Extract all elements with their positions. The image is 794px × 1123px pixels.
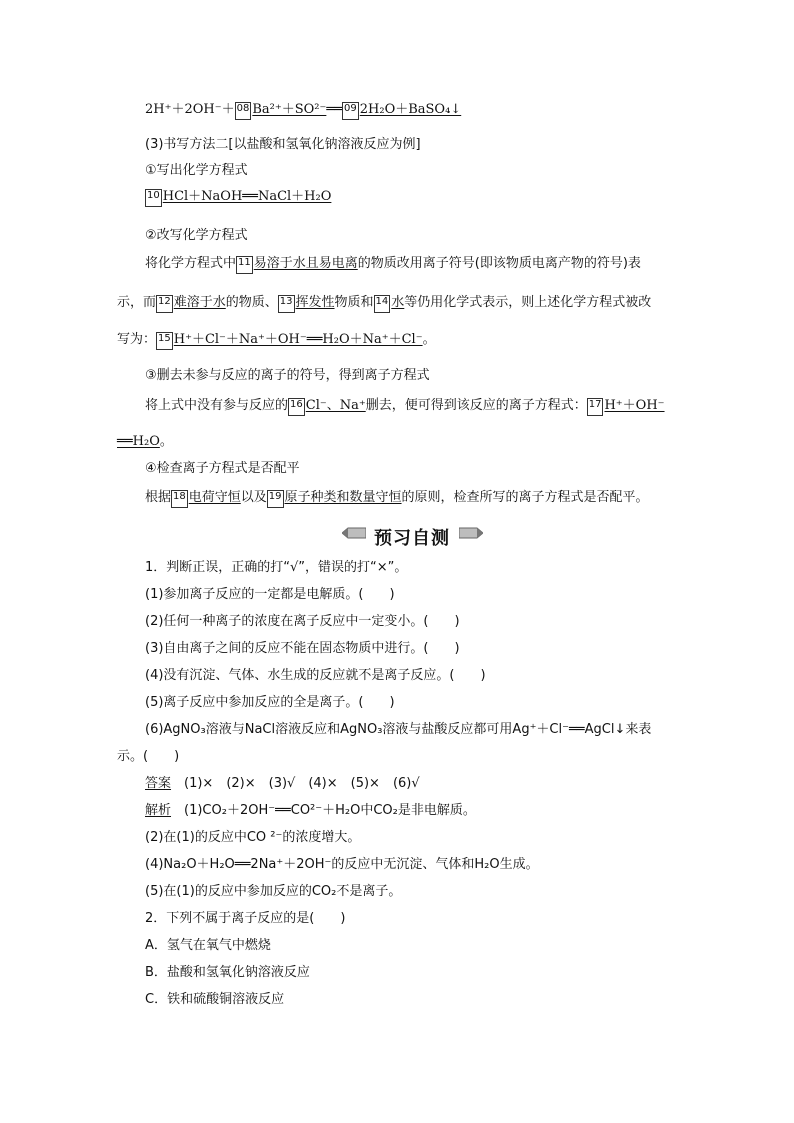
answer-text: 原子种类和数量守恒 bbox=[284, 490, 402, 505]
text-line bbox=[145, 829, 360, 847]
blank-number: 16 bbox=[288, 398, 305, 416]
blank-number: 17 bbox=[587, 398, 604, 416]
body-text: (4)Na₂O＋H₂O══2Na⁺＋2OH⁻的反应中无沉淀、气体和H₂O生成。 bbox=[145, 857, 539, 872]
body-text: (2)在(1)的反应中CO ²⁻的浓度增大。 bbox=[145, 830, 361, 845]
body-text: 的物质、 bbox=[225, 295, 278, 310]
pencil-icon bbox=[342, 527, 366, 539]
text-line bbox=[145, 937, 271, 955]
text-line bbox=[145, 136, 421, 154]
body-text: (3)书写方法二[以盐酸和氢氧化钠溶液反应为例] bbox=[145, 137, 421, 152]
answer-text: 2H₂O＋BaSO₄↓ bbox=[359, 102, 462, 117]
answer-text: 解析 bbox=[145, 803, 172, 818]
text-line bbox=[145, 101, 461, 120]
text-line bbox=[145, 721, 651, 739]
text-line bbox=[145, 255, 641, 274]
body-text: ②改写化学方程式 bbox=[145, 228, 248, 243]
text-line bbox=[145, 964, 310, 982]
text-line bbox=[117, 294, 651, 313]
body-text: 示，而 bbox=[117, 295, 157, 310]
text-line bbox=[145, 883, 401, 901]
text-line bbox=[145, 991, 284, 1009]
blank-number: 08 bbox=[235, 102, 252, 120]
text-line bbox=[145, 489, 649, 508]
text-line bbox=[145, 613, 460, 631]
body-text: 1．判断正误，正确的打“√”，错误的打“×”。 bbox=[145, 560, 408, 575]
blank-number: 13 bbox=[278, 295, 295, 313]
body-text: 示。( ) bbox=[117, 749, 180, 764]
blank-number: 10 bbox=[145, 189, 162, 207]
text-line bbox=[145, 856, 539, 874]
answer-text: 挥发性 bbox=[295, 295, 335, 310]
text-line bbox=[145, 694, 395, 712]
text-line bbox=[145, 559, 407, 577]
body-text: 根据 bbox=[145, 490, 172, 505]
text-line bbox=[145, 586, 395, 604]
text-line bbox=[145, 460, 300, 478]
answer-text: 答案 bbox=[145, 776, 172, 791]
answer-text: 电荷守恒 bbox=[188, 490, 241, 505]
body-text: B．盐酸和氢氧化钠溶液反应 bbox=[145, 965, 310, 980]
body-text: 以及 bbox=[240, 490, 267, 505]
blank-number: 14 bbox=[374, 295, 391, 313]
body-text: 删去，便可得到该反应的离子方程式： bbox=[365, 398, 587, 413]
body-text: 写为： bbox=[117, 332, 157, 347]
text-line bbox=[145, 162, 248, 180]
blank-number: 15 bbox=[156, 332, 173, 350]
blank-number: 12 bbox=[156, 295, 173, 313]
body-text: 物质和 bbox=[334, 295, 374, 310]
body-text: (5)离子反应中参加反应的全是离子。( ) bbox=[145, 695, 395, 710]
body-text: (1)参加离子反应的一定都是电解质。( ) bbox=[145, 587, 395, 602]
body-text: 将上式中没有参与反应的 bbox=[145, 398, 289, 413]
answer-text: ══H₂O bbox=[117, 434, 160, 449]
body-text: (3)自由离子之间的反应不能在固态物质中进行。( ) bbox=[145, 641, 460, 656]
text-line bbox=[145, 667, 486, 685]
body-text: ④检查离子方程式是否配平 bbox=[145, 461, 300, 476]
body-text: 等仍用化学式表示，则上述化学方程式被改 bbox=[404, 295, 652, 310]
body-text: ①写出化学方程式 bbox=[145, 163, 248, 178]
answer-text: H⁺＋OH⁻ bbox=[604, 398, 665, 413]
text-line bbox=[145, 188, 331, 207]
answer-text: 水 bbox=[391, 295, 405, 310]
body-text: ══ bbox=[326, 102, 343, 117]
section-heading bbox=[340, 522, 485, 548]
body-text: (2)任何一种离子的浓度在离子反应中一定变小。( ) bbox=[145, 614, 460, 629]
body-text: ③删去未参与反应的离子的符号，得到离子方程式 bbox=[145, 368, 430, 383]
body-text: (4)没有沉淀、气体、水生成的反应就不是离子反应。( ) bbox=[145, 668, 486, 683]
text-line bbox=[117, 433, 173, 451]
answer-text: Cl⁻、Na⁺ bbox=[305, 398, 366, 413]
text-line bbox=[145, 802, 476, 820]
body-text: 的原则，检查所写的离子方程式是否配平。 bbox=[401, 490, 649, 505]
text-line bbox=[117, 331, 436, 350]
body-text: 。 bbox=[422, 332, 436, 347]
body-text: 将化学方程式中 bbox=[145, 256, 237, 271]
text-line bbox=[145, 367, 430, 385]
text-line bbox=[145, 910, 345, 928]
pencil-icon bbox=[459, 527, 483, 539]
body-text: C．铁和硫酸铜溶液反应 bbox=[145, 992, 285, 1007]
body-text: 的物质改用离子符号(即该物质电离产物的符号)表 bbox=[357, 256, 641, 271]
body-text: 2H⁺＋2OH⁻＋ bbox=[145, 102, 235, 117]
answer-text: Ba²⁺＋SO²⁻ bbox=[252, 102, 327, 117]
answer-text: H⁺＋Cl⁻＋Na⁺＋OH⁻══H₂O＋Na⁺＋Cl⁻ bbox=[173, 332, 423, 347]
blank-number: 09 bbox=[342, 102, 359, 120]
text-line bbox=[145, 397, 665, 416]
text-line bbox=[145, 227, 248, 245]
section-title: 预习自测 bbox=[374, 528, 450, 549]
text-line bbox=[145, 640, 460, 658]
body-text: (5)在(1)的反应中参加反应的CO₂不是离子。 bbox=[145, 884, 402, 899]
answer-text: 难溶于水 bbox=[173, 295, 226, 310]
blank-number: 19 bbox=[267, 490, 284, 508]
text-line bbox=[145, 775, 420, 793]
blank-number: 18 bbox=[171, 490, 188, 508]
answer-text: HCl＋NaOH══NaCl＋H₂O bbox=[162, 189, 332, 204]
answer-text: 易溶于水且易电离 bbox=[253, 256, 358, 271]
body-text: (1)× (2)× (3)√ (4)× (5)× (6)√ bbox=[171, 776, 420, 791]
body-text: 2．下列不属于离子反应的是( ) bbox=[145, 911, 346, 926]
body-text: 。 bbox=[159, 434, 173, 449]
body-text: (6)AgNO₃溶液与NaCl溶液反应和AgNO₃溶液与盐酸反应都可用Ag⁺＋Cl⁻══AgCl↓来表 bbox=[145, 722, 652, 737]
body-text: A．氢气在氧气中燃烧 bbox=[145, 938, 271, 953]
text-line bbox=[117, 748, 179, 766]
body-text: (1)CO₂＋2OH⁻══CO²⁻＋H₂O中CO₂是非电解质。 bbox=[171, 803, 476, 818]
blank-number: 11 bbox=[236, 256, 253, 274]
